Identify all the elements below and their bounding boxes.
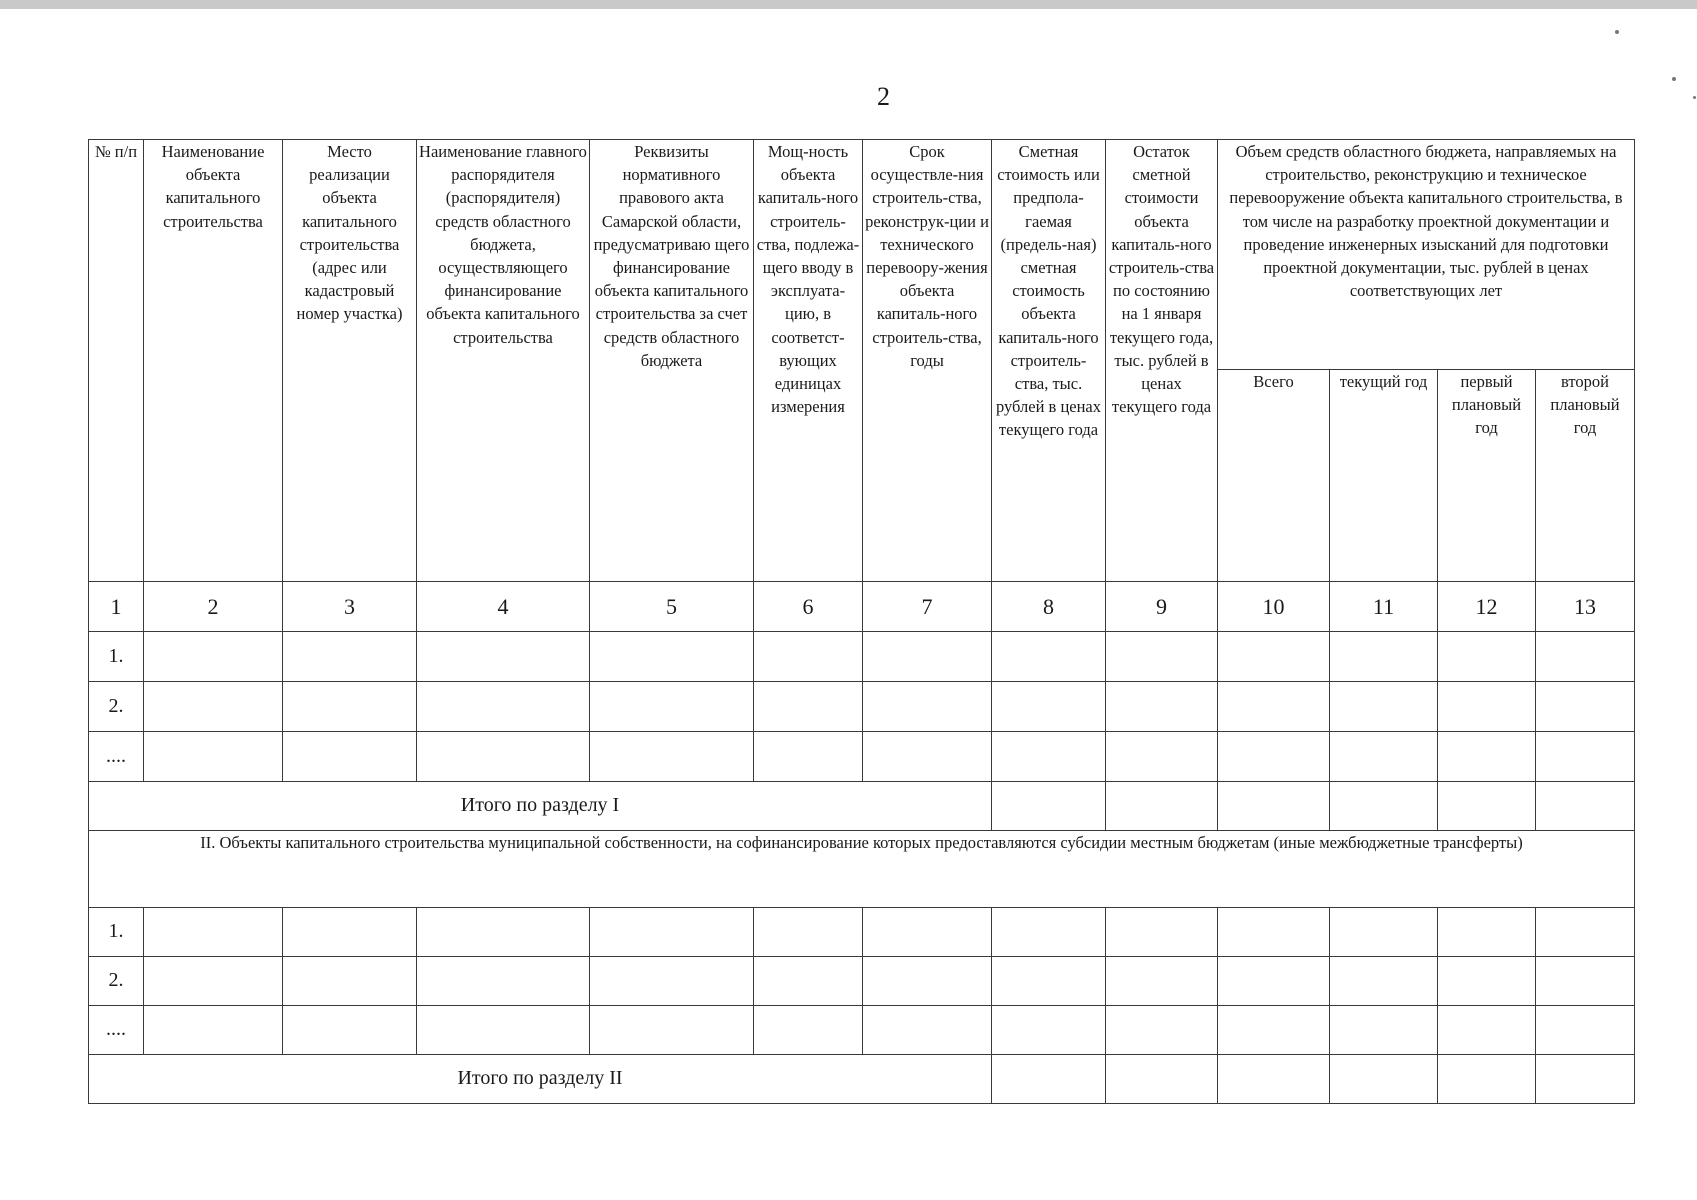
- cell: [992, 782, 1106, 831]
- page-number: 2: [877, 82, 890, 111]
- cell: [754, 682, 863, 732]
- cell: [590, 732, 754, 782]
- cell: [754, 957, 863, 1006]
- header-location: Место реализации объекта капитального строительства (адрес или кадастровый номер участка): [283, 140, 417, 582]
- cell: [1536, 1055, 1635, 1104]
- cell: [1438, 908, 1536, 957]
- cell: [992, 957, 1106, 1006]
- table-row: [89, 732, 1635, 782]
- cell: [1106, 957, 1218, 1006]
- cell: [144, 908, 283, 957]
- cell: [1438, 957, 1536, 1006]
- cell: [590, 957, 754, 1006]
- cell: [1218, 682, 1330, 732]
- header-legal-act: Реквизиты нормативного правового акта Самарской области, предусматриваю щего финансирование объекта капитального строительства за счет средств областного бюджета: [590, 140, 754, 582]
- column-number: 7: [863, 582, 992, 632]
- header-first-plan-year: первый плановый год: [1438, 370, 1536, 582]
- cell: [1330, 682, 1438, 732]
- header-current-year: текущий год: [1330, 370, 1438, 582]
- scan-speck: [1672, 77, 1676, 81]
- table-row: [89, 682, 1635, 732]
- header-term: Срок осуществле-ния строитель-ства, реконструк-ции и технического перевоору-жения объекта капиталь-ного строитель-ства, годы: [863, 140, 992, 582]
- cell: [1218, 732, 1330, 782]
- cell: [754, 908, 863, 957]
- cell: [992, 632, 1106, 682]
- cell: [1438, 632, 1536, 682]
- header-row: [89, 140, 1635, 370]
- cell: [1438, 732, 1536, 782]
- cell: [1536, 732, 1635, 782]
- cell: [283, 732, 417, 782]
- cell: [144, 957, 283, 1006]
- cell: [992, 908, 1106, 957]
- cell: [863, 957, 992, 1006]
- column-number: 4: [417, 582, 590, 632]
- row-number: ....: [89, 732, 144, 782]
- header-second-plan-year: второй плановый год: [1536, 370, 1635, 582]
- cell: [1330, 782, 1438, 831]
- cell: [283, 682, 417, 732]
- scan-speck: [1615, 30, 1619, 34]
- header-total: Всего: [1218, 370, 1330, 582]
- cell: [1536, 957, 1635, 1006]
- column-number: 5: [590, 582, 754, 632]
- header-estimated-cost: Сметная стоимость или предпола-гаемая (предель-ная) сметная стоимость объекта капиталь-ного строитель-ства, тыс. рублей в ценах текущего года: [992, 140, 1106, 582]
- cell: [1106, 908, 1218, 957]
- cell: [754, 732, 863, 782]
- cell: [590, 682, 754, 732]
- cell: [1536, 632, 1635, 682]
- table-row: [89, 957, 1635, 1006]
- cell: [754, 1006, 863, 1055]
- column-number: 11: [1330, 582, 1438, 632]
- column-number: 2: [144, 582, 283, 632]
- cell: [1218, 1055, 1330, 1104]
- cell: [1438, 682, 1536, 732]
- cell: [1536, 908, 1635, 957]
- cell: [417, 1006, 590, 1055]
- column-number: 1: [89, 582, 144, 632]
- cell: [863, 632, 992, 682]
- cell: [1330, 908, 1438, 957]
- cell: [1330, 957, 1438, 1006]
- cell: [417, 908, 590, 957]
- cell: [1438, 1006, 1536, 1055]
- cell: [1536, 1006, 1635, 1055]
- total-row: [89, 1055, 1635, 1104]
- header-object-name: Наименование объекта капитального строительства: [144, 140, 283, 582]
- row-number: 1.: [89, 908, 144, 957]
- column-number: 3: [283, 582, 417, 632]
- cell: [1218, 908, 1330, 957]
- cell: [417, 957, 590, 1006]
- cell: [1536, 782, 1635, 831]
- cell: [590, 1006, 754, 1055]
- cell: [1218, 957, 1330, 1006]
- cell: [1218, 782, 1330, 831]
- cell: [144, 732, 283, 782]
- header-capacity: Мощ-ность объекта капиталь-ного строитель-ства, подлежа-щего вводу в эксплуата-цию, в соответст-вующих единицах измерения: [754, 140, 863, 582]
- table-row: [89, 1006, 1635, 1055]
- cell: [283, 632, 417, 682]
- cell: [417, 732, 590, 782]
- table-row: [89, 632, 1635, 682]
- row-number: 1.: [89, 632, 144, 682]
- header-remaining-cost: Остаток сметной стоимости объекта капиталь-ного строитель-ства по состоянию на 1 января текущего года, тыс. рублей в ценах текущего года: [1106, 140, 1218, 582]
- column-number: 10: [1218, 582, 1330, 632]
- column-number: 6: [754, 582, 863, 632]
- column-number: 12: [1438, 582, 1536, 632]
- row-number: ....: [89, 1006, 144, 1055]
- cell: [1330, 732, 1438, 782]
- column-numbers-row: [89, 582, 1635, 632]
- cell: [1438, 1055, 1536, 1104]
- cell: [283, 957, 417, 1006]
- cell: [283, 1006, 417, 1055]
- cell: [863, 1006, 992, 1055]
- cell: [992, 732, 1106, 782]
- cell: [1106, 1006, 1218, 1055]
- scan-top-strip: [0, 0, 1697, 9]
- cell: [1330, 1006, 1438, 1055]
- cell: [590, 632, 754, 682]
- cell: [754, 632, 863, 682]
- column-number: 9: [1106, 582, 1218, 632]
- cell: [1106, 732, 1218, 782]
- header-budget-manager: Наименование главного распорядителя (распорядителя) средств областного бюджета, осуществляющего финансирование объекта капитального строительства: [417, 140, 590, 582]
- section2-title: II. Объекты капитального строительства муниципальной собственности, на софинансирование которых предоставляются субсидии местным бюджетам (иные межбюджетные трансферты): [89, 831, 1635, 908]
- total-row: [89, 782, 1635, 831]
- header-budget-volume: Объем средств областного бюджета, направляемых на строительство, реконструкцию и техническое перевооружение объекта капитального строительства, в том числе на разработку проектной документации и проведение инженерных изысканий для подготовки проектной документации, тыс. рублей в ценах соответствующих лет: [1218, 140, 1635, 370]
- cell: [144, 682, 283, 732]
- cell: [283, 908, 417, 957]
- cell: [1536, 682, 1635, 732]
- row-number: 2.: [89, 957, 144, 1006]
- cell: [144, 1006, 283, 1055]
- cell: [1438, 782, 1536, 831]
- cell: [417, 632, 590, 682]
- cell: [1106, 632, 1218, 682]
- capital-construction-table: [88, 139, 1635, 1104]
- row-number: 2.: [89, 682, 144, 732]
- cell: [1330, 1055, 1438, 1104]
- column-number: 13: [1536, 582, 1635, 632]
- cell: [992, 682, 1106, 732]
- table-row: [89, 908, 1635, 957]
- cell: [1106, 782, 1218, 831]
- section2-total-label: Итого по разделу II: [89, 1055, 992, 1104]
- cell: [863, 732, 992, 782]
- cell: [1218, 632, 1330, 682]
- cell: [992, 1055, 1106, 1104]
- cell: [1330, 632, 1438, 682]
- cell: [1106, 682, 1218, 732]
- section-header-row: [89, 831, 1635, 908]
- cell: [417, 682, 590, 732]
- cell: [863, 908, 992, 957]
- cell: [1106, 1055, 1218, 1104]
- header-number: № п/п: [89, 140, 144, 582]
- cell: [863, 682, 992, 732]
- cell: [1218, 1006, 1330, 1055]
- cell: [590, 908, 754, 957]
- section1-total-label: Итого по разделу I: [89, 782, 992, 831]
- column-number: 8: [992, 582, 1106, 632]
- cell: [144, 632, 283, 682]
- cell: [992, 1006, 1106, 1055]
